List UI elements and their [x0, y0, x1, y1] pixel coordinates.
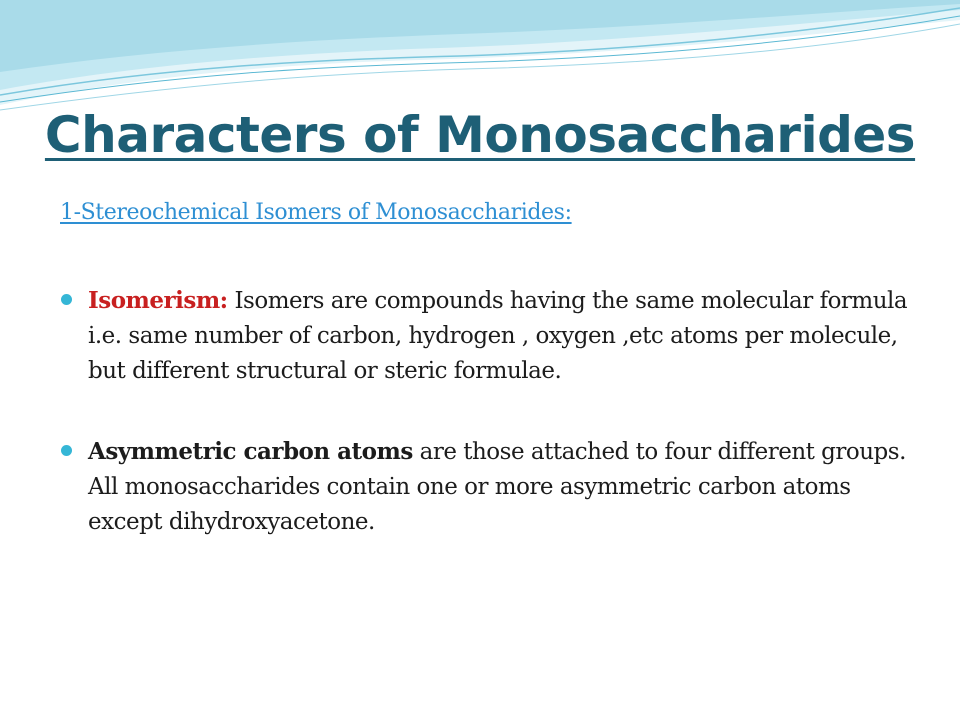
bullet-isomerism: [60, 283, 920, 389]
bullet-icon: [61, 294, 72, 305]
slide-title: Characters of Monosaccharides: [44, 106, 916, 164]
bullet-asymmetric-carbon: [60, 434, 920, 540]
bullet-term-isomerism: Isomerism:: [88, 287, 228, 314]
bullet-text-asymmetric-carbon: are those attached to four different groups. All monosaccharides contain one or more asymmetric carbon atoms except dihydroxyacetone.: [88, 439, 906, 535]
wave-header-decoration: [0, 0, 960, 120]
bullet-list: [60, 283, 920, 540]
bullet-term-asymmetric-carbon: Asymmetric carbon atoms: [88, 438, 413, 465]
section-subheading: 1-Stereochemical Isomers of Monosaccharides:: [60, 200, 572, 225]
bullet-text-isomerism: Isomers are compounds having the same molecular formula i.e. same number of carbon, hydrogen , oxygen ,etc atoms per molecule, but different structural or steric formulae.: [88, 288, 908, 384]
bullet-icon: [61, 445, 72, 456]
